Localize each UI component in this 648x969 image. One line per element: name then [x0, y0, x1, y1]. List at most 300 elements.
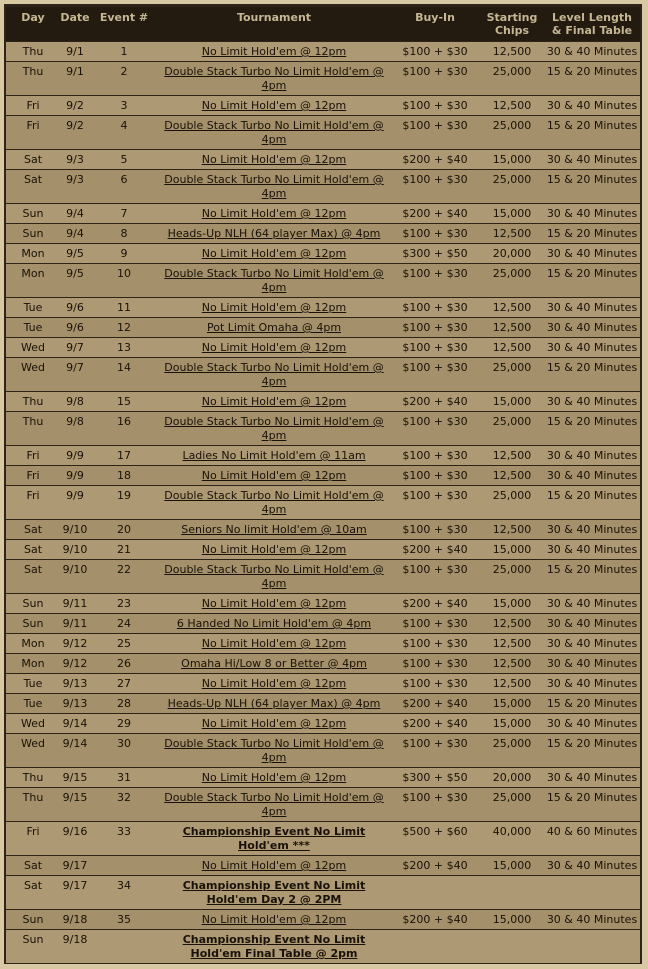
- cell-starting-chips: 25,000: [480, 412, 544, 445]
- cell-day: Tue: [6, 298, 60, 317]
- cell-tournament: [158, 224, 390, 243]
- table-row: [6, 264, 640, 297]
- tournament-link[interactable]: Championship Event No Limit Hold'em Day 2 @ 2PM: [182, 879, 366, 906]
- cell-date: 9/8: [60, 392, 90, 411]
- schedule-frame: [4, 4, 642, 964]
- tournament-link[interactable]: Double Stack Turbo No Limit Hold'em @ 4pm: [164, 119, 384, 146]
- cell-buyin: $100 + $30: [390, 446, 480, 465]
- cell-day: Wed: [6, 734, 60, 767]
- header-row: [6, 7, 640, 41]
- cell-event: 16: [90, 412, 158, 445]
- cell-level-length: 30 & 40 Minutes: [544, 96, 640, 115]
- tournament-link[interactable]: No Limit Hold'em @ 12pm: [201, 771, 347, 784]
- tournament-link[interactable]: No Limit Hold'em @ 12pm: [201, 637, 347, 650]
- cell-event: 29: [90, 714, 158, 733]
- cell-day: Fri: [6, 446, 60, 465]
- table-row: [6, 876, 640, 909]
- cell-buyin: $500 + $60: [390, 822, 480, 855]
- tournament-link[interactable]: No Limit Hold'em @ 12pm: [201, 597, 347, 610]
- tournament-link[interactable]: Seniors No limit Hold'em @ 10am: [181, 523, 367, 536]
- cell-date: 9/4: [60, 224, 90, 243]
- tournament-link[interactable]: No Limit Hold'em @ 12pm: [201, 301, 347, 314]
- cell-day: Sun: [6, 594, 60, 613]
- cell-event: 31: [90, 768, 158, 787]
- table-row: [6, 822, 640, 855]
- cell-date: 9/17: [60, 856, 90, 875]
- cell-starting-chips: 15,000: [480, 714, 544, 733]
- cell-tournament: [158, 768, 390, 787]
- table-row: [6, 788, 640, 821]
- tournament-link[interactable]: No Limit Hold'em @ 12pm: [201, 99, 347, 112]
- cell-tournament: [158, 446, 390, 465]
- cell-tournament: [158, 540, 390, 559]
- table-row: [6, 856, 640, 875]
- cell-level-length: 30 & 40 Minutes: [544, 318, 640, 337]
- cell-day: Tue: [6, 694, 60, 713]
- cell-level-length: 30 & 40 Minutes: [544, 540, 640, 559]
- cell-date: 9/4: [60, 204, 90, 223]
- cell-date: 9/2: [60, 96, 90, 115]
- cell-tournament: [158, 96, 390, 115]
- tournament-link[interactable]: No Limit Hold'em @ 12pm: [201, 247, 347, 260]
- cell-starting-chips: 12,500: [480, 298, 544, 317]
- cell-event: 22: [90, 560, 158, 593]
- cell-date: 9/10: [60, 560, 90, 593]
- cell-event: 21: [90, 540, 158, 559]
- cell-buyin: $200 + $40: [390, 694, 480, 713]
- cell-level-length: 15 & 20 Minutes: [544, 62, 640, 95]
- cell-buyin: $100 + $30: [390, 358, 480, 391]
- cell-day: Tue: [6, 674, 60, 693]
- cell-level-length: 15 & 20 Minutes: [544, 486, 640, 519]
- cell-event: 4: [90, 116, 158, 149]
- cell-buyin: $100 + $30: [390, 614, 480, 633]
- cell-day: Thu: [6, 392, 60, 411]
- cell-starting-chips: [480, 930, 544, 963]
- header-event: Event #: [90, 7, 158, 41]
- cell-buyin: $300 + $50: [390, 768, 480, 787]
- tournament-link[interactable]: Heads-Up NLH (64 player Max) @ 4pm: [167, 697, 381, 710]
- cell-starting-chips: 15,000: [480, 594, 544, 613]
- table-row: [6, 150, 640, 169]
- table-row: [6, 244, 640, 263]
- cell-day: Sat: [6, 856, 60, 875]
- cell-buyin: $100 + $30: [390, 412, 480, 445]
- tournament-link[interactable]: Double Stack Turbo No Limit Hold'em @ 4pm: [164, 65, 384, 92]
- cell-day: Wed: [6, 714, 60, 733]
- cell-date: 9/18: [60, 910, 90, 929]
- cell-buyin: $100 + $30: [390, 634, 480, 653]
- cell-starting-chips: 12,500: [480, 466, 544, 485]
- cell-tournament: [158, 930, 390, 963]
- cell-tournament: [158, 264, 390, 297]
- cell-buyin: $200 + $40: [390, 594, 480, 613]
- cell-level-length: 15 & 20 Minutes: [544, 694, 640, 713]
- cell-date: 9/15: [60, 788, 90, 821]
- cell-date: 9/9: [60, 486, 90, 519]
- cell-day: Thu: [6, 412, 60, 445]
- table-row: [6, 318, 640, 337]
- cell-starting-chips: [480, 876, 544, 909]
- cell-date: 9/14: [60, 734, 90, 767]
- cell-tournament: [158, 42, 390, 61]
- table-row: [6, 62, 640, 95]
- cell-date: 9/1: [60, 62, 90, 95]
- cell-date: 9/9: [60, 446, 90, 465]
- cell-level-length: 15 & 20 Minutes: [544, 264, 640, 297]
- cell-starting-chips: 15,000: [480, 392, 544, 411]
- tournament-link[interactable]: No Limit Hold'em @ 12pm: [201, 469, 347, 482]
- tournament-link[interactable]: No Limit Hold'em @ 12pm: [201, 677, 347, 690]
- cell-buyin: $100 + $30: [390, 486, 480, 519]
- cell-event: 35: [90, 910, 158, 929]
- cell-date: 9/3: [60, 150, 90, 169]
- cell-buyin: [390, 876, 480, 909]
- cell-event: 34: [90, 876, 158, 909]
- cell-tournament: [158, 244, 390, 263]
- cell-buyin: $100 + $30: [390, 116, 480, 149]
- cell-starting-chips: 12,500: [480, 224, 544, 243]
- cell-level-length: 15 & 20 Minutes: [544, 170, 640, 203]
- cell-day: Wed: [6, 338, 60, 357]
- cell-buyin: $200 + $40: [390, 204, 480, 223]
- cell-day: Sat: [6, 520, 60, 539]
- cell-date: 9/14: [60, 714, 90, 733]
- header-level-line2: & Final Table: [551, 24, 633, 37]
- cell-day: Thu: [6, 788, 60, 821]
- cell-buyin: [390, 930, 480, 963]
- cell-starting-chips: 12,500: [480, 42, 544, 61]
- cell-level-length: 15 & 20 Minutes: [544, 734, 640, 767]
- tournament-link[interactable]: Pot Limit Omaha @ 4pm: [206, 321, 342, 334]
- cell-starting-chips: 15,000: [480, 910, 544, 929]
- tournament-link[interactable]: Double Stack Turbo No Limit Hold'em @ 4pm: [164, 737, 384, 764]
- tournament-link[interactable]: No Limit Hold'em @ 12pm: [201, 717, 347, 730]
- tournament-link[interactable]: Double Stack Turbo No Limit Hold'em @ 4pm: [164, 173, 384, 200]
- cell-day: Sun: [6, 930, 60, 963]
- cell-buyin: $300 + $50: [390, 244, 480, 263]
- cell-date: 9/15: [60, 768, 90, 787]
- table-row: [6, 768, 640, 787]
- cell-level-length: [544, 930, 640, 963]
- cell-day: Thu: [6, 62, 60, 95]
- cell-event: 20: [90, 520, 158, 539]
- tournament-link[interactable]: No Limit Hold'em @ 12pm: [201, 207, 347, 220]
- cell-date: 9/11: [60, 614, 90, 633]
- cell-level-length: 30 & 40 Minutes: [544, 654, 640, 673]
- table-row: [6, 634, 640, 653]
- table-row: [6, 392, 640, 411]
- table-row: [6, 204, 640, 223]
- cell-event: 5: [90, 150, 158, 169]
- cell-tournament: [158, 170, 390, 203]
- cell-day: Tue: [6, 318, 60, 337]
- cell-starting-chips: 15,000: [480, 856, 544, 875]
- cell-starting-chips: 15,000: [480, 540, 544, 559]
- cell-buyin: $200 + $40: [390, 714, 480, 733]
- cell-event: 23: [90, 594, 158, 613]
- cell-date: 9/7: [60, 338, 90, 357]
- cell-buyin: $100 + $30: [390, 96, 480, 115]
- cell-event: 27: [90, 674, 158, 693]
- cell-starting-chips: 15,000: [480, 694, 544, 713]
- cell-day: Sat: [6, 150, 60, 169]
- cell-starting-chips: 25,000: [480, 62, 544, 95]
- cell-buyin: $200 + $40: [390, 392, 480, 411]
- cell-tournament: [158, 204, 390, 223]
- cell-event: [90, 856, 158, 875]
- cell-event: 1: [90, 42, 158, 61]
- cell-date: 9/12: [60, 654, 90, 673]
- cell-level-length: 30 & 40 Minutes: [544, 244, 640, 263]
- cell-event: 7: [90, 204, 158, 223]
- tournament-link[interactable]: Double Stack Turbo No Limit Hold'em @ 4pm: [164, 489, 384, 516]
- table-row: [6, 594, 640, 613]
- cell-event: 2: [90, 62, 158, 95]
- cell-level-length: 30 & 40 Minutes: [544, 856, 640, 875]
- header-tournament: Tournament: [158, 7, 390, 41]
- tournament-link[interactable]: Ladies No Limit Hold'em @ 11am: [182, 449, 366, 462]
- cell-tournament: [158, 614, 390, 633]
- cell-tournament: [158, 714, 390, 733]
- tournament-link[interactable]: No Limit Hold'em @ 12pm: [201, 543, 347, 556]
- cell-date: 9/1: [60, 42, 90, 61]
- cell-tournament: [158, 150, 390, 169]
- cell-buyin: $100 + $30: [390, 674, 480, 693]
- cell-level-length: 30 & 40 Minutes: [544, 674, 640, 693]
- cell-event: 33: [90, 822, 158, 855]
- cell-starting-chips: 20,000: [480, 768, 544, 787]
- cell-tournament: [158, 634, 390, 653]
- cell-buyin: $100 + $30: [390, 318, 480, 337]
- table-row: [6, 486, 640, 519]
- cell-buyin: $100 + $30: [390, 264, 480, 297]
- cell-level-length: 30 & 40 Minutes: [544, 594, 640, 613]
- cell-tournament: [158, 856, 390, 875]
- cell-day: Fri: [6, 466, 60, 485]
- table-row: [6, 358, 640, 391]
- tournament-link[interactable]: No Limit Hold'em @ 12pm: [201, 395, 347, 408]
- cell-level-length: 30 & 40 Minutes: [544, 392, 640, 411]
- cell-day: Sun: [6, 224, 60, 243]
- tournament-link[interactable]: Double Stack Turbo No Limit Hold'em @ 4pm: [164, 415, 384, 442]
- table-row: [6, 910, 640, 929]
- tournament-link[interactable]: No Limit Hold'em @ 12pm: [201, 859, 347, 872]
- cell-buyin: $100 + $30: [390, 338, 480, 357]
- cell-buyin: $100 + $30: [390, 62, 480, 95]
- cell-event: 3: [90, 96, 158, 115]
- cell-date: 9/16: [60, 822, 90, 855]
- table-row: [6, 654, 640, 673]
- cell-day: Sat: [6, 876, 60, 909]
- table-row: [6, 614, 640, 633]
- cell-buyin: $100 + $30: [390, 170, 480, 203]
- header-starting-chips: [480, 7, 544, 41]
- cell-starting-chips: 25,000: [480, 734, 544, 767]
- table-row: [6, 446, 640, 465]
- cell-tournament: [158, 674, 390, 693]
- cell-starting-chips: 12,500: [480, 654, 544, 673]
- cell-starting-chips: 40,000: [480, 822, 544, 855]
- cell-level-length: 30 & 40 Minutes: [544, 614, 640, 633]
- cell-buyin: $100 + $30: [390, 654, 480, 673]
- cell-event: 17: [90, 446, 158, 465]
- tournament-link[interactable]: Championship Event No Limit Hold'em ***: [182, 825, 366, 852]
- cell-date: 9/13: [60, 674, 90, 693]
- cell-date: 9/17: [60, 876, 90, 909]
- tournament-link[interactable]: No Limit Hold'em @ 12pm: [201, 341, 347, 354]
- cell-event: 13: [90, 338, 158, 357]
- tournament-link[interactable]: Double Stack Turbo No Limit Hold'em @ 4pm: [164, 563, 384, 590]
- cell-starting-chips: 25,000: [480, 170, 544, 203]
- cell-buyin: $200 + $40: [390, 150, 480, 169]
- cell-event: 15: [90, 392, 158, 411]
- cell-starting-chips: 12,500: [480, 674, 544, 693]
- cell-buyin: $100 + $30: [390, 520, 480, 539]
- cell-tournament: [158, 298, 390, 317]
- cell-date: 9/10: [60, 520, 90, 539]
- cell-event: 11: [90, 298, 158, 317]
- cell-date: 9/13: [60, 694, 90, 713]
- table-row: [6, 224, 640, 243]
- cell-date: 9/9: [60, 466, 90, 485]
- cell-day: Fri: [6, 116, 60, 149]
- cell-tournament: [158, 520, 390, 539]
- cell-buyin: $100 + $30: [390, 788, 480, 821]
- cell-starting-chips: 12,500: [480, 96, 544, 115]
- cell-starting-chips: 12,500: [480, 446, 544, 465]
- cell-tournament: [158, 358, 390, 391]
- cell-day: Wed: [6, 358, 60, 391]
- cell-date: 9/6: [60, 298, 90, 317]
- cell-date: 9/5: [60, 264, 90, 297]
- tournament-link[interactable]: Double Stack Turbo No Limit Hold'em @ 4pm: [164, 361, 384, 388]
- cell-level-length: 30 & 40 Minutes: [544, 714, 640, 733]
- table-row: [6, 298, 640, 317]
- cell-tournament: [158, 654, 390, 673]
- tournament-schedule-table: [6, 6, 640, 964]
- cell-date: 9/12: [60, 634, 90, 653]
- cell-level-length: 15 & 20 Minutes: [544, 116, 640, 149]
- cell-date: 9/11: [60, 594, 90, 613]
- header-buyin: Buy-In: [390, 7, 480, 41]
- table-row: [6, 520, 640, 539]
- table-row: [6, 734, 640, 767]
- cell-event: 30: [90, 734, 158, 767]
- cell-starting-chips: 25,000: [480, 358, 544, 391]
- tournament-link[interactable]: No Limit Hold'em @ 12pm: [201, 153, 347, 166]
- table-row: [6, 116, 640, 149]
- header-level-length: [544, 7, 640, 41]
- table-row: [6, 540, 640, 559]
- cell-tournament: [158, 910, 390, 929]
- cell-date: 9/6: [60, 318, 90, 337]
- cell-tournament: [158, 876, 390, 909]
- cell-event: 19: [90, 486, 158, 519]
- table-row: [6, 930, 640, 963]
- cell-level-length: 30 & 40 Minutes: [544, 768, 640, 787]
- cell-event: 6: [90, 170, 158, 203]
- tournament-link[interactable]: Heads-Up NLH (64 player Max) @ 4pm: [167, 227, 381, 240]
- table-row: [6, 560, 640, 593]
- cell-event: 18: [90, 466, 158, 485]
- cell-day: Fri: [6, 486, 60, 519]
- cell-day: Mon: [6, 264, 60, 297]
- cell-buyin: $200 + $40: [390, 856, 480, 875]
- tournament-link[interactable]: No Limit Hold'em @ 12pm: [201, 45, 347, 58]
- tournament-link[interactable]: Double Stack Turbo No Limit Hold'em @ 4pm: [164, 791, 384, 818]
- cell-event: 28: [90, 694, 158, 713]
- cell-date: 9/3: [60, 170, 90, 203]
- header-chips-line1: Starting: [486, 11, 538, 24]
- cell-tournament: [158, 788, 390, 821]
- cell-level-length: 40 & 60 Minutes: [544, 822, 640, 855]
- table-row: [6, 42, 640, 61]
- cell-level-length: 15 & 20 Minutes: [544, 788, 640, 821]
- cell-starting-chips: 12,500: [480, 318, 544, 337]
- cell-event: 24: [90, 614, 158, 633]
- cell-event: 32: [90, 788, 158, 821]
- cell-day: Sun: [6, 204, 60, 223]
- cell-buyin: $100 + $30: [390, 224, 480, 243]
- cell-day: Sun: [6, 910, 60, 929]
- cell-event: 8: [90, 224, 158, 243]
- cell-buyin: $100 + $30: [390, 466, 480, 485]
- cell-date: 9/5: [60, 244, 90, 263]
- cell-level-length: 30 & 40 Minutes: [544, 298, 640, 317]
- cell-level-length: 30 & 40 Minutes: [544, 338, 640, 357]
- cell-day: Sun: [6, 614, 60, 633]
- table-row: [6, 674, 640, 693]
- tournament-link[interactable]: Championship Event No Limit Hold'em Final Table @ 2pm: [182, 933, 366, 960]
- tournament-link[interactable]: No Limit Hold'em @ 12pm: [201, 913, 347, 926]
- table-row: [6, 714, 640, 733]
- cell-day: Sat: [6, 540, 60, 559]
- cell-tournament: [158, 694, 390, 713]
- cell-day: Mon: [6, 244, 60, 263]
- tournament-link[interactable]: 6 Handed No Limit Hold'em @ 4pm: [176, 617, 372, 630]
- cell-tournament: [158, 62, 390, 95]
- tournament-link[interactable]: Double Stack Turbo No Limit Hold'em @ 4pm: [164, 267, 384, 294]
- cell-event: 9: [90, 244, 158, 263]
- cell-starting-chips: 20,000: [480, 244, 544, 263]
- cell-event: 12: [90, 318, 158, 337]
- table-row: [6, 96, 640, 115]
- cell-date: 9/8: [60, 412, 90, 445]
- cell-tournament: [158, 466, 390, 485]
- cell-starting-chips: 15,000: [480, 150, 544, 169]
- cell-date: 9/7: [60, 358, 90, 391]
- cell-buyin: $200 + $40: [390, 540, 480, 559]
- cell-event: [90, 930, 158, 963]
- cell-date: 9/10: [60, 540, 90, 559]
- cell-starting-chips: 12,500: [480, 614, 544, 633]
- cell-level-length: 15 & 20 Minutes: [544, 560, 640, 593]
- cell-day: Mon: [6, 634, 60, 653]
- cell-tournament: [158, 486, 390, 519]
- cell-level-length: 15 & 20 Minutes: [544, 224, 640, 243]
- cell-level-length: 30 & 40 Minutes: [544, 204, 640, 223]
- cell-day: Sat: [6, 560, 60, 593]
- cell-day: Fri: [6, 822, 60, 855]
- cell-level-length: 30 & 40 Minutes: [544, 910, 640, 929]
- tournament-link[interactable]: Omaha Hi/Low 8 or Better @ 4pm: [181, 657, 367, 670]
- cell-level-length: 30 & 40 Minutes: [544, 42, 640, 61]
- cell-event: 14: [90, 358, 158, 391]
- cell-buyin: $100 + $30: [390, 298, 480, 317]
- table-row: [6, 412, 640, 445]
- cell-tournament: [158, 392, 390, 411]
